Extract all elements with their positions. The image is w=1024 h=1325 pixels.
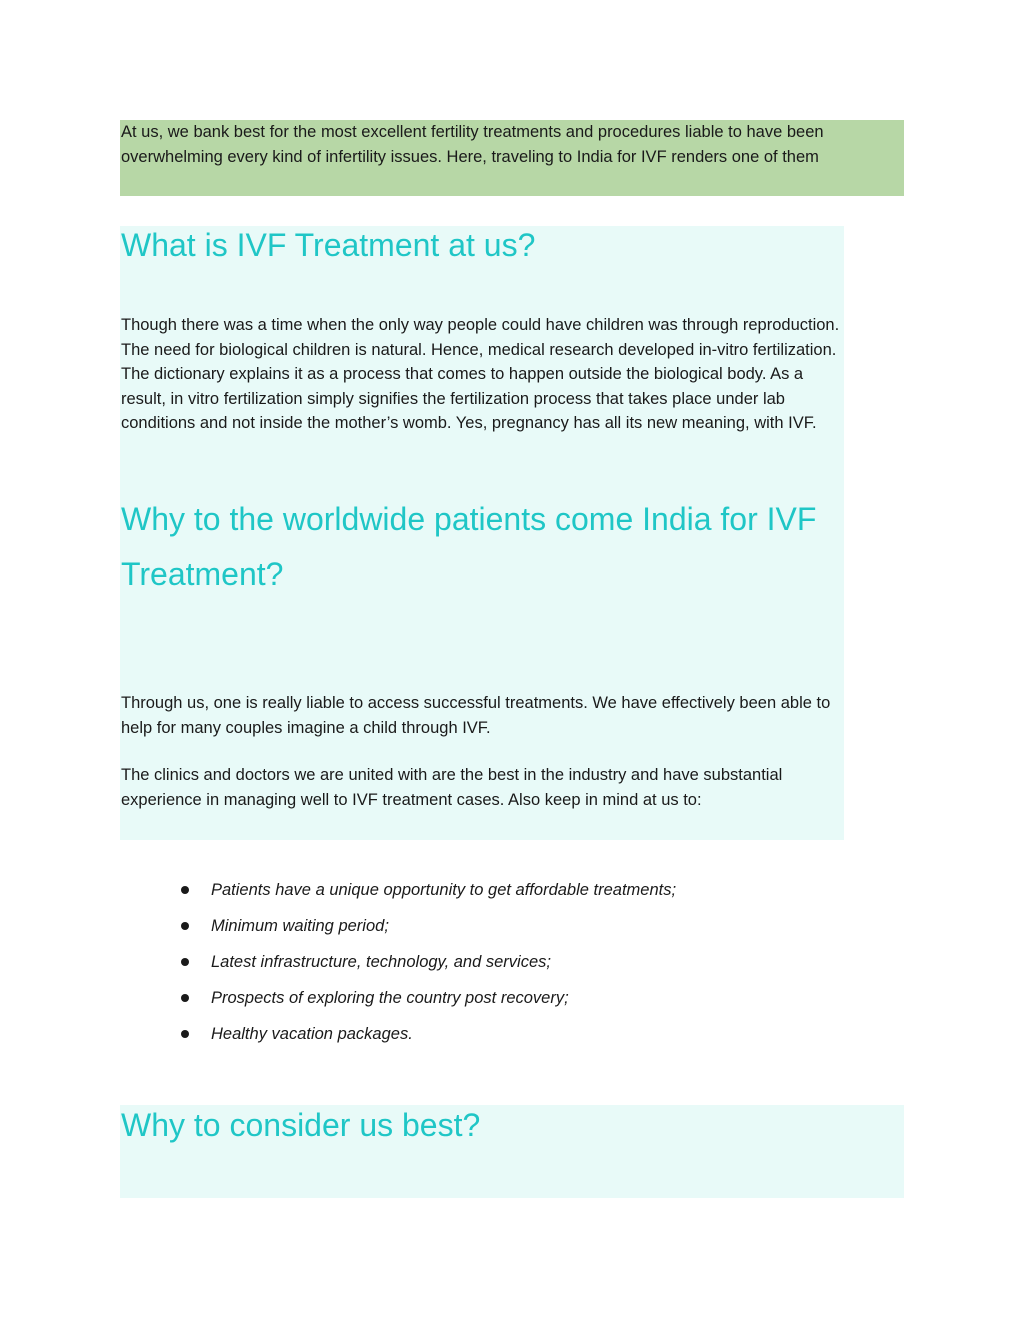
list-item-text: Patients have a unique opportunity to get affordable treatments; [211,881,677,899]
list-item-text: Healthy vacation packages. [211,1025,413,1043]
heading-what-is-ivf: What is IVF Treatment at us? [121,227,536,263]
bullet-icon [181,922,189,930]
bullet-icon [181,958,189,966]
ivf-description-paragraph: Though there was a time when the only way people could have children was through reproduction. The need for biological children is natural. Hence, medical research developed in-vitro fertilization. The dictionary explains it as a process that comes to happen outside the biological body. As a result, in vitro fertilization simply signifies the fertilization process that takes place under lab conditions and not inside the mother’s womb. Yes, pregnancy has all its new meaning, with IVF. [121,316,840,432]
bullet-icon [181,1030,189,1038]
why-india-paragraph-1: Through us, one is really liable to access successful treatments. We have effectively been able to help for many couples imagine a child through IVF. [121,694,831,737]
heading-why-india: Why to the worldwide patients come India for IVF Treatment? [121,501,817,592]
bullet-icon [181,886,189,894]
list-item-text: Latest infrastructure, technology, and services; [211,953,551,971]
list-item-text: Prospects of exploring the country post recovery; [211,989,569,1007]
list-item-text: Minimum waiting period; [211,917,389,935]
bullet-icon [181,994,189,1002]
intro-highlight-box [120,120,904,196]
intro-text: At us, we bank best for the most excellent fertility treatments and procedures liable to have been overwhelming every kind of infertility issues. Here, traveling to India for IVF renders one of them [121,123,824,166]
heading-why-consider-us: Why to consider us best? [121,1107,481,1143]
why-india-paragraph-2: The clinics and doctors we are united with are the best in the industry and have substantial experience in managing well to IVF treatment cases. Also keep in mind at us to: [121,766,783,809]
